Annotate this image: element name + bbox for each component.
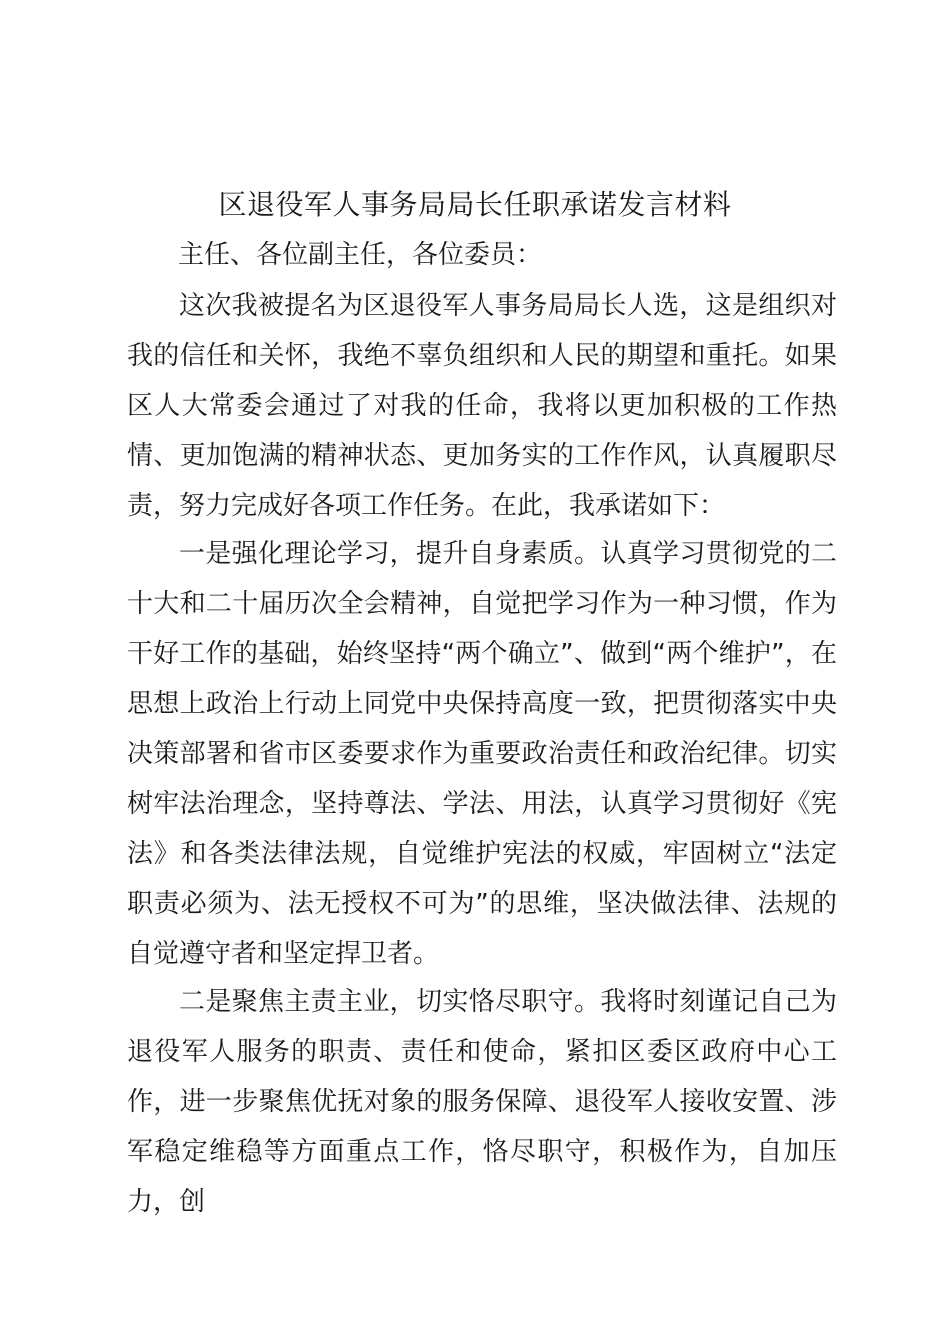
paragraph-commitment-one: 一是强化理论学习，提升自身素质。认真学习贯彻党的二十大和二十届历次全会精神，自觉把学习作为一种习惯，作为干好工作的基础，始终坚持“两个确立”、做到“两个维护”，在思想上政治上行动上同党中央保持高度一致，把贯彻落实中央决策部署和省市区委要求作为重要政治责任和政治纪律。切实树牢法治理念，坚持尊法、学法、用法，认真学习贯彻好《宪法》和各类法律法规，自觉维护宪法的权威，牢固树立“法定职责必须为、法无授权不可为”的思维，坚决做法律、法规的自觉遵守者和坚定捍卫者。 (127, 539, 837, 969)
document-title: 区退役军人事务局局长任职承诺发言材料 (218, 188, 732, 221)
paragraph-commitment-two: 二是聚焦主责主业，切实恪尽职守。我将时刻谨记自己为退役军人服务的职责、责任和使命，紧扣区委区政府中心工作，进一步聚焦优抚对象的服务保障、退役军人接收安置、涉军稳定维稳等方面重点工作，恪尽职守，积极作为，自加压力，创 (127, 987, 837, 1217)
paragraph-intro: 这次我被提名为区退役军人事务局局长人选，这是组织对我的信任和关怀，我绝不辜负组织和人民的期望和重托。如果区人大常委会通过了对我的任命，我将以更加积极的工作热情、更加饱满的精神状态、更加务实的工作作风，认真履职尽责，努力完成好各项工作任务。在此，我承诺如下： (127, 291, 837, 521)
salutation: 主任、各位副主任，各位委员： (178, 240, 543, 270)
